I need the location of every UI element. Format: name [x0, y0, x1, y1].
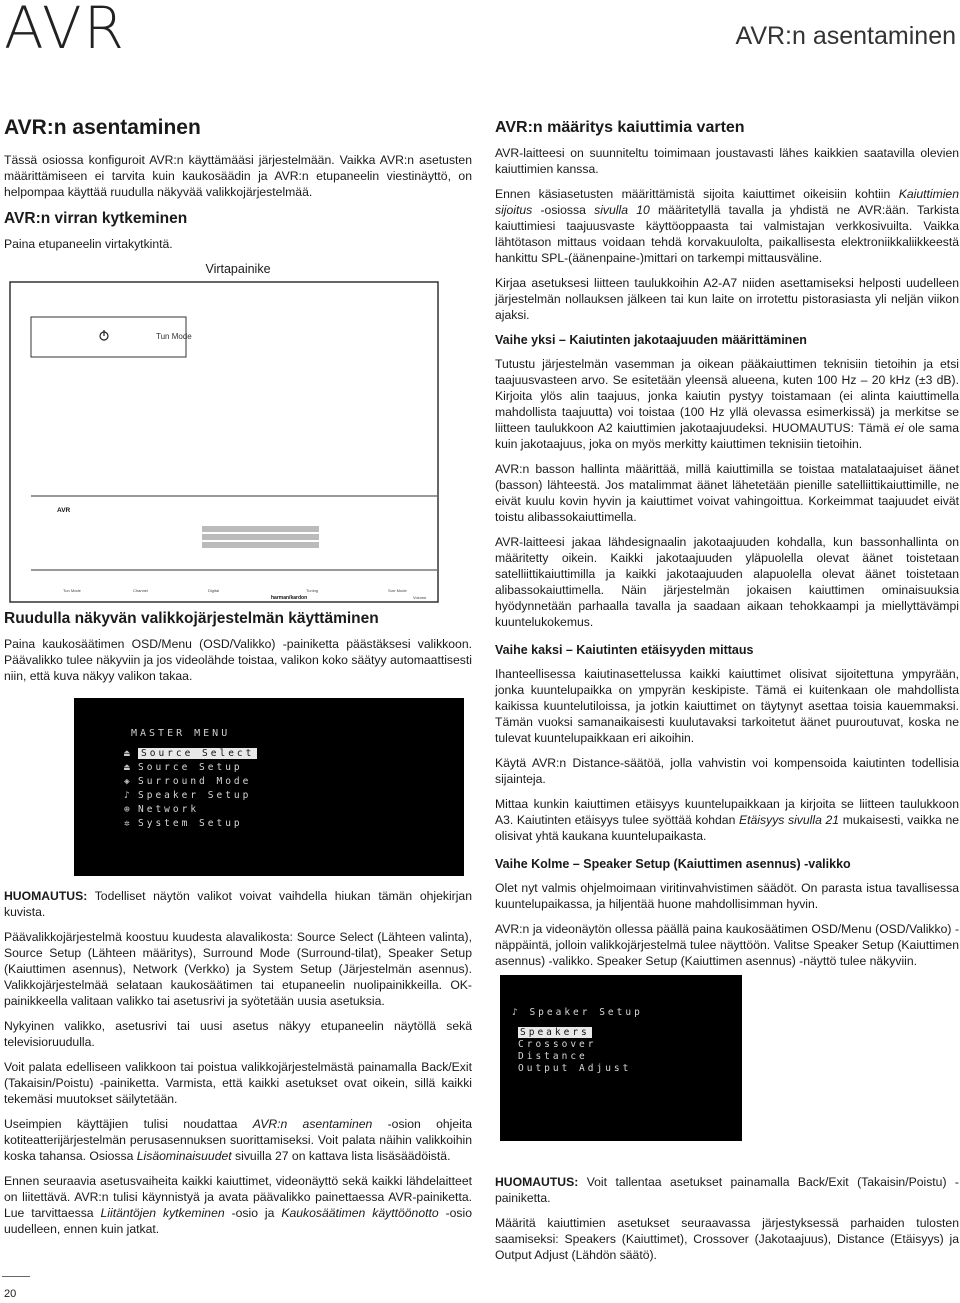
svg-text:Digital: Digital	[208, 588, 220, 593]
note-save: HUOMAUTUS: Voit tallentaa asetukset painamalla Back/Exit (Takaisin/Poistu) -painiketta.	[495, 1175, 959, 1205]
menu-item-source-setup: ⏏ Source Setup	[124, 760, 243, 776]
surround-icon: ◈	[124, 776, 133, 787]
menu-item-network: ⊕ Network	[124, 802, 199, 818]
step-1-heading: Vaihe yksi – Kaiutinten jakotaajuuden määrittäminen	[495, 333, 807, 347]
speaker-icon: ♪	[124, 790, 133, 801]
model-badge: AVR	[57, 507, 71, 514]
menu-item-system-setup: ✲ System Setup	[124, 816, 243, 832]
step-1-para-1: Tutustu järjestelmän vasemman ja oikean pääkaiuttimen teknisiin tietoihin ja etsi taajuusvasteen arvo. Se esitetään yleensä alueena, kuten 100 Hz – 20 kHz (±3 dB). Kirjoita ylös alin taajuus, jonka kaiutin pystyy toistamaan (ei alinta kaiuttimella mahdollista taajuutta) voi toistaa (100 Hz yllä olevassa esimerkissä) ja merkitse se liitteen taulukkoon A2 kaiuttimien jakotaajuudeksi. HUOMAUTUS: Tämä ei ole sama kuin jakotaajuus, joka on myös merkitty kaiuttimen teknisiin tietoihin.	[495, 357, 959, 451]
step-2-para-3: Mittaa kunkin kaiuttimen etäisyys kuuntelupaikkaan ja kirjoita se liitteen taulukkoon A3. Kaiutinten etäisyys tulee syöttää kohdan Etäisyys sivulla 21 mukaisesti, vaikka ne olisivat yhtä kaukana kuuntelupaikasta.	[495, 797, 959, 843]
menu-item-source-select: ⏏ Source Select	[124, 746, 257, 762]
menu-item-crossover: Crossover	[518, 1039, 597, 1050]
menu-item-speakers: Speakers	[520, 1027, 590, 1038]
receiver-illustration	[9, 281, 439, 603]
menu-para-2: Nykyinen valikko, asetusrivi tai uusi asetus näkyy etupaneelin näytöllä sekä televisioruudulla.	[4, 1019, 472, 1049]
brand-badge: harman/kardon	[271, 595, 308, 601]
svg-text:Tuning: Tuning	[306, 588, 319, 593]
figure-label: Virtapainike	[205, 262, 271, 276]
osd-heading: Ruudulla näkyvän valikkojärjestelmän käyttäminen	[4, 610, 379, 627]
brand-logo: AVR	[4, 0, 126, 62]
intro-paragraph: Tässä osiossa konfiguroit AVR:n käyttämääsi järjestelmään. Vaikka AVR:n asetusten määrittämiseen ei tarvita kuin kaukosäädin ja AVR:n etupaneelin viestinäyttö, on helpompaa käyttää ruudulla näkyvää valikkojärjestelmää.	[4, 153, 472, 199]
power-heading: AVR:n virran kytkeminen	[4, 210, 188, 227]
menu-item-distance: Distance	[518, 1051, 588, 1062]
speaker-setup-screen	[500, 975, 742, 1141]
step-1-para-3: AVR-laitteesi jakaa lähdesignaalin jakotaajuuden kohdalla, kun bassonhallinta on määritetty oikein. Kaikki jakotaajuuden yläpuolella olevat äänet toistetaan satelliittikaiuttimilla ja kaikki jakotaajuuden alapuolella olevat äänet toistetaan alibassokaiuttimella. Näin järjestelmän jokaisen kaiuttimen ominaisuuksia hyödynnetään parhaalla tavalla ja saadaan aikaan tehokkaampi ja miellyttävämpi kuuntelukokemus.	[495, 535, 959, 629]
source-setup-icon: ⏏	[124, 762, 133, 773]
menu-item-output-adjust: Output Adjust	[518, 1063, 632, 1074]
menu-item-surround-mode: ◈ Surround Mode	[124, 774, 251, 790]
step-3-para-2: AVR:n ja videonäytön ollessa päällä paina kaukosäätimen OSD/Menu (OSD/Valikko) -näppäintä, jolloin valikkojärjestelmä tulee näyttöön. Valitse Speaker Setup (Kaiuttimen asennus) -valikko. Speaker Setup (Kaiuttimen asennus) -näyttö tulee näkyviin.	[495, 922, 959, 968]
menu-para-5: Ennen seuraavia asetusvaiheita kaikki kaiuttimet, videonäyttö sekä kaikki lähdelaitteet on liitettävä. AVR:n tulisi käynnistyä ja avata päävalikko painettaessa AVR-painiketta. Lue tarvittaessa Liitäntöjen kytkeminen -osio ja Kaukosäätimen käyttöönotto -osio uudelleen, ennen kuin jatkat.	[4, 1174, 472, 1236]
network-icon: ⊕	[124, 804, 133, 815]
power-text: Paina etupaneelin virtakytkintä.	[4, 237, 173, 251]
right-para-3: Kirjaa asetuksesi liitteen taulukkoihin A2-A7 niiden asettamiseksi helposti uudelleen järjestelmän nollauksen jälkeen tai kun laite on irrotettu pistorasiasta yli neljän viikon ajaksi.	[495, 276, 959, 322]
step-2-para-2: Käytä AVR:n Distance-säätöä, jolla vahvistin voi kompensoida kaiutinten todellisia sijainteja.	[495, 756, 959, 786]
menu-item-speaker-setup: ♪ Speaker Setup	[124, 788, 251, 804]
menu-para-3: Voit palata edelliseen valikkoon tai poistua valikkojärjestelmästä painamalla Back/Exit (Takaisin/Poistu) -painiketta. Varmista, että kaikki asetukset ovat oikein, sillä kaikki tekemäsi muutokset säilytetään.	[4, 1060, 472, 1106]
note-osd: HUOMAUTUS: Todelliset näytön valikot voivat vaihdella hiukan tämän ohjekirjan kuvista.	[4, 889, 472, 919]
section-title: AVR:n asentaminen	[735, 22, 956, 50]
gear-icon: ✲	[124, 818, 133, 829]
tun-mode-label: Tun Mode	[156, 332, 192, 341]
right-last-para: Määritä kaiuttimien asetukset seuraavassa järjestyksessä parhaiden tulosten saamiseksi: Speakers (Kaiuttimet), Crossover (Jakotaajuus), Distance (Etäisyys) ja Output Adjust (Lähdön säätö).	[495, 1216, 959, 1262]
speaker-icon: ♪	[512, 1007, 530, 1018]
menu-para-4: Useimpien käyttäjien tulisi noudattaa AVR:n asentaminen -osion ohjeita kotiteatterijärjestelmän perusasennuksen suorittamiseksi. Voit palata näihin valikkoihin koska tahansa. Osiossa Lisäominaisuudet sivuilla 27 on kattava lista lisäsäädöistä.	[4, 1117, 472, 1163]
step-1-para-2: AVR:n basson hallinta määrittää, millä kaiuttimilla se toistaa matalataajuiset äänet (basson) lähteestä. Jos matalimmat äänet lähetetään pienille satelliittikaiuttimille, ne eivät kuulu kovin hyvin ja kaiuttimet voivat vahingoittua. Korkeimmat taajuudet eivät toistu alibassokaiuttimella.	[495, 462, 959, 524]
svg-text:Tun Mode: Tun Mode	[63, 588, 81, 593]
left-column	[4, 116, 472, 1246]
page-number: 20	[4, 1288, 17, 1300]
svg-text:Volume: Volume	[413, 595, 427, 600]
right-para-2: Ennen käsiasetusten määrittämistä sijoita kaiuttimet oikeisiin kohtiin Kaiuttimien sijoitus -osiossa sivulla 10 määritetyllä tavalla ja yhdistä ne AVR:ään. Tarkista kaiuttimiesi taajuusvaste käyttöoppaasta tai valmistajan verkkosivuilta. Vaikka lähtötason mittaus voidaan tehdä korvakuulolta, paikallisesta elektroniikkaliikkeestä hankittu SPL-(äänenpaine-)mittari on tarkempi mittausväline.	[495, 187, 960, 265]
step-2-heading: Vaihe kaksi – Kaiutinten etäisyyden mittaus	[495, 643, 754, 657]
menu-para-1: Päävalikkojärjestelmä koostuu kuudesta alavalikosta: Source Select (Lähteen valinta), Source Setup (Lähteen määritys), Surround Mode (Surround-tilat), Speaker Setup (Kaiuttimen asennus), Network (Verkko) ja System Setup (Järjestelmän asennus). Valikkojärjestelmää selataan kaukosäätimen tai etupaneelin nuolipainikkeilla. OK-painikkeella valitaan valikko tai asetusrivi ja syötetään uusia asetuksia.	[4, 930, 472, 1008]
right-title: AVR:n määritys kaiuttimia varten	[495, 119, 745, 136]
step-3-para-1: Olet nyt valmis ohjelmoimaan viritinvahvistimen säädöt. On parasta istua tavallisessa kuuntelupaikassa, ja hiljentää huone mahdollisimman hyvin.	[495, 881, 959, 911]
step-3-heading: Vaihe Kolme – Speaker Setup (Kaiuttimen asennus) -valikko	[495, 857, 851, 871]
footer-rule	[2, 1276, 30, 1277]
step-2-para-1: Ihanteellisessa kaiutinasettelussa kaikki kaiuttimet olisivat sijoitettuna ympyrään, jonka kuuntelupaikka on ympyrän keskipiste. Tämä ei kuitenkaan ole mahdollista kaikissa kuuntelutiloissa, ja jotkin kaiuttimet on täytynyt asettaa toisia kauemmaksi. Tämän vuoksi samanaikaisesti kuulutavaksi tarkoitetut äänet puuroutuvat, koska ne tulevat kuuntelupaikkaan eri aikoihin.	[495, 667, 959, 745]
source-select-icon: ⏏	[124, 748, 133, 759]
master-menu-title: MASTER MENU	[131, 728, 231, 739]
svg-text:Channel: Channel	[133, 588, 148, 593]
master-menu-screen	[74, 698, 464, 876]
osd-text: Paina kaukosäätimen OSD/Menu (OSD/Valikko) -painiketta päästäksesi valikkoon. Päävalikko tulee näkyviin ja jos videolähde toistaa, valikon koko säätyy automaattisesti niin, että kuva näkyy valikon takaa.	[4, 637, 472, 683]
speaker-setup-title: ♪ Speaker Setup	[512, 1007, 643, 1018]
right-para-1: AVR-laitteesi on suunniteltu toimimaan joustavasti lähes kaikkien saatavilla olevien kaiuttimien kanssa.	[495, 146, 959, 176]
svg-text:Surr Mode: Surr Mode	[388, 588, 407, 593]
page-title: AVR:n asentaminen	[4, 116, 201, 139]
